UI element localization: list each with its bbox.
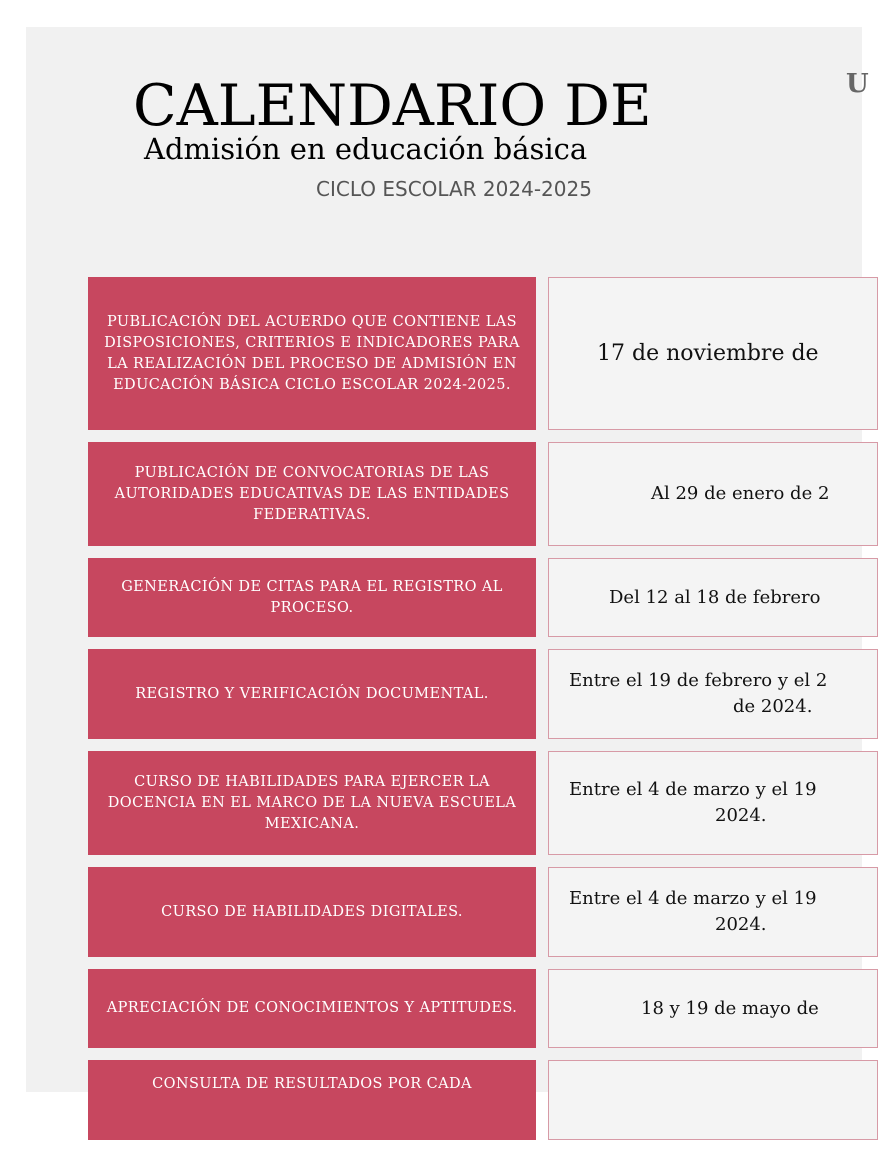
event-date-line: 17 de noviembre de	[597, 340, 819, 366]
event-date-line: 18 y 19 de mayo de	[641, 997, 819, 1019]
event-date-line: Al 29 de enero de 2	[651, 483, 830, 504]
event-label: PUBLICACIÓN DE CONVOCATORIAS DE LAS AUTORIDADES EDUCATIVAS DE LAS ENTIDADES FEDERATIVAS.	[88, 442, 536, 546]
school-cycle: CICLO ESCOLAR 2024-2025	[316, 177, 592, 201]
event-label: PUBLICACIÓN DEL ACUERDO QUE CONTIENE LAS DISPOSICIONES, CRITERIOS E INDICADORES PARA LA REALIZACIÓN DEL PROCESO DE ADMISIÓN EN EDUCACIÓN BÁSICA CICLO ESCOLAR 2024-2025.	[88, 277, 536, 430]
event-label: CURSO DE HABILIDADES DIGITALES.	[88, 867, 536, 957]
event-date-line: Del 12 al 18 de febrero	[609, 586, 821, 608]
event-date-line: Entre el 4 de marzo y el 19	[569, 888, 817, 909]
event-date	[548, 867, 878, 957]
event-date	[548, 969, 878, 1048]
calendar-sheet	[26, 27, 869, 1092]
event-date	[548, 649, 878, 739]
event-label: CONSULTA DE RESULTADOS POR CADA	[88, 1060, 536, 1140]
event-date	[548, 442, 878, 546]
event-label: APRECIACIÓN DE CONOCIMIENTOS Y APTITUDES.	[88, 969, 536, 1048]
page-subtitle: Admisión en educación básica	[144, 132, 588, 166]
event-label: CURSO DE HABILIDADES PARA EJERCER LA DOCENCIA EN EL MARCO DE LA NUEVA ESCUELA MEXICANA.	[88, 751, 536, 855]
event-label: REGISTRO Y VERIFICACIÓN DOCUMENTAL.	[88, 649, 536, 739]
corner-text: U	[846, 69, 869, 99]
page-title: CALENDARIO DE	[133, 73, 652, 139]
event-date-line-2: 2024.	[715, 805, 767, 826]
event-date	[548, 277, 878, 430]
event-date-line: Entre el 4 de marzo y el 19	[569, 779, 817, 800]
event-label: GENERACIÓN DE CITAS PARA EL REGISTRO AL PROCESO.	[88, 558, 536, 637]
event-date-line-2: 2024.	[715, 914, 767, 935]
event-date	[548, 1060, 878, 1140]
event-date	[548, 558, 878, 637]
event-date	[548, 751, 878, 855]
event-date-line-2: de 2024.	[733, 696, 813, 717]
event-date-line: Entre el 19 de febrero y el 2	[569, 670, 828, 691]
